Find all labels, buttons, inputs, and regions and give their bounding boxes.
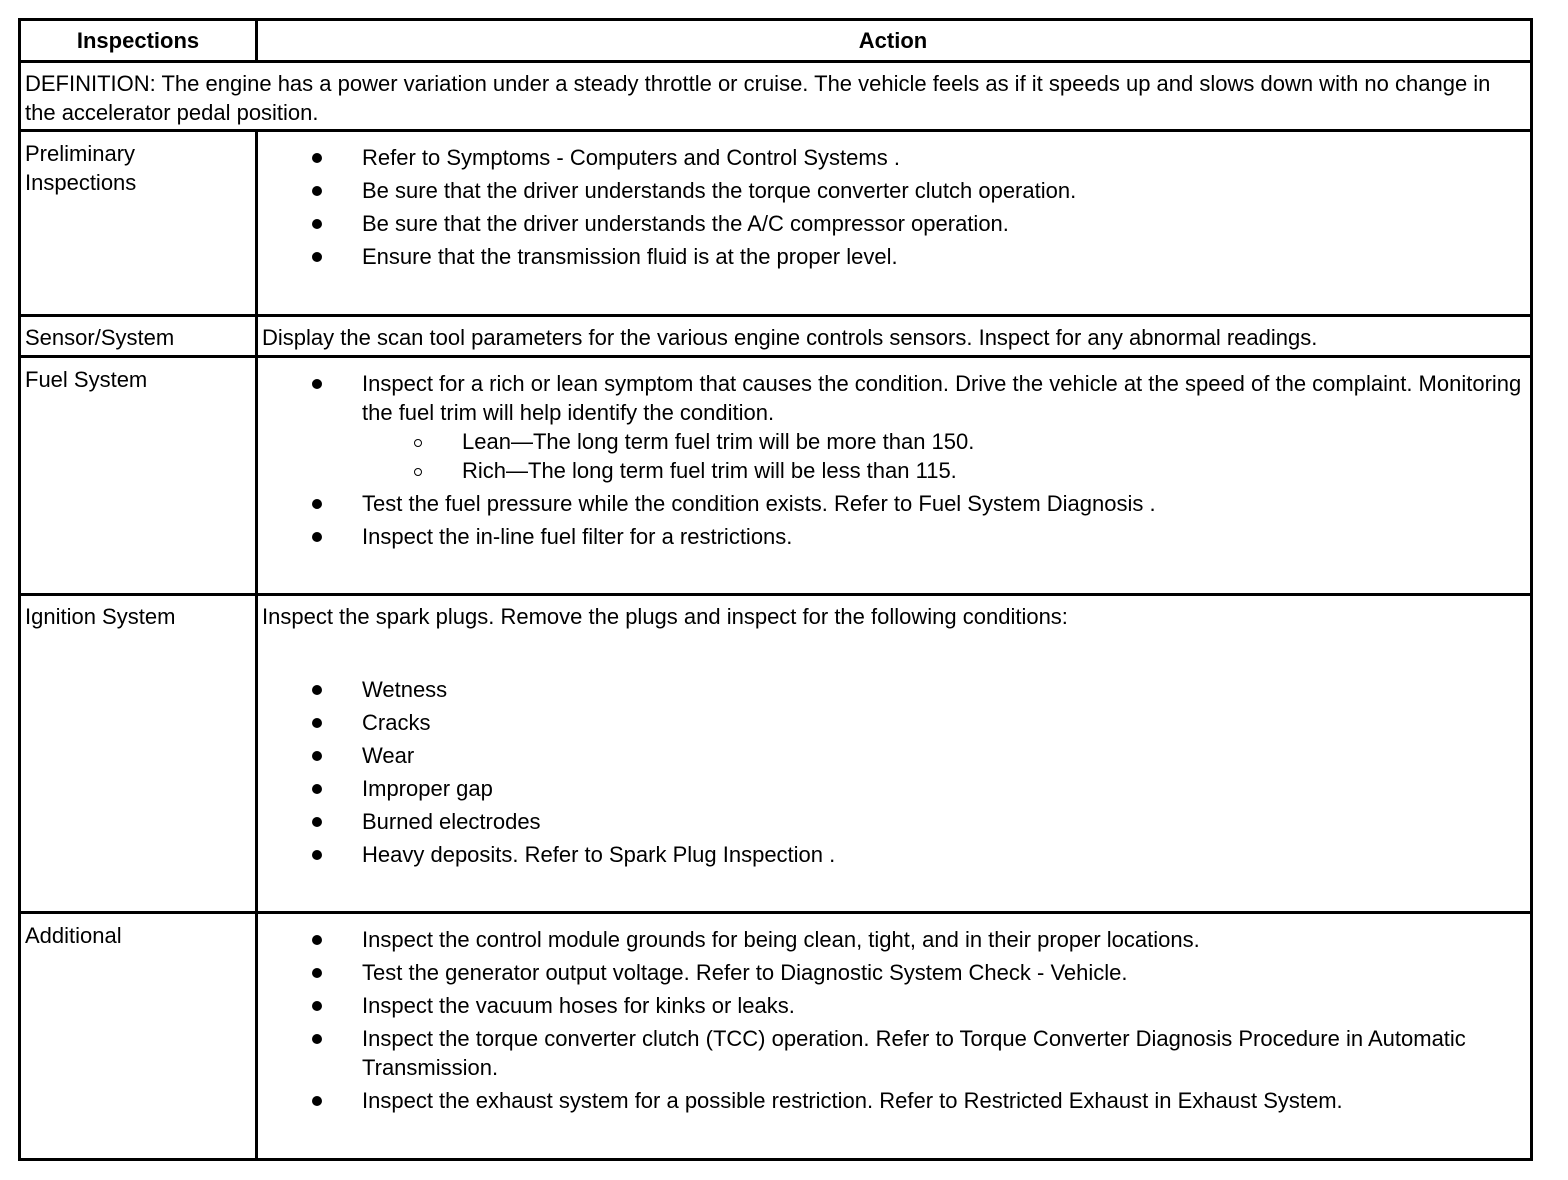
- bullet-icon: [312, 784, 322, 794]
- row-divider: [21, 314, 1530, 317]
- list-item: Burned electrodes: [262, 807, 1524, 836]
- bullet-icon: [312, 817, 322, 827]
- list-item: Heavy deposits. Refer to Spark Plug Inspection .: [262, 840, 1524, 869]
- ignition-actions: [262, 602, 1524, 873]
- row-divider: [21, 911, 1530, 914]
- label-sensor-system: Sensor/System: [25, 325, 175, 350]
- bullet-icon: [312, 751, 322, 761]
- list-item: Inspect the torque converter clutch (TCC) operation. Refer to Torque Converter Diagnosis Procedure in Automatic Transmission.: [262, 1024, 1524, 1082]
- label-preliminary-inspections: Preliminary Inspections: [25, 141, 137, 195]
- circle-bullet-icon: [414, 468, 422, 476]
- list-item: Test the fuel pressure while the condition exists. Refer to Fuel System Diagnosis .: [262, 489, 1524, 518]
- sub-list-item: Lean—The long term fuel trim will be more than 150.: [362, 427, 1524, 456]
- bullet-icon: [312, 532, 322, 542]
- bullet-icon: [312, 379, 322, 389]
- list-item: Ensure that the transmission fluid is at the proper level.: [262, 242, 1524, 271]
- sub-list-item: Rich—The long term fuel trim will be less than 115.: [362, 456, 1524, 485]
- fuel-trim-sublist: [362, 427, 1524, 485]
- label-additional: Additional: [25, 923, 122, 948]
- list-item: Inspect the vacuum hoses for kinks or leaks.: [262, 991, 1524, 1020]
- list-item: Wetness: [262, 675, 1524, 704]
- bullet-icon: [312, 499, 322, 509]
- row-divider: [21, 60, 1530, 63]
- row-divider: [21, 355, 1530, 358]
- bullet-icon: [312, 219, 322, 229]
- list-item: Be sure that the driver understands the torque converter clutch operation.: [262, 176, 1524, 205]
- bullet-icon: [312, 850, 322, 860]
- row-divider: [21, 593, 1530, 596]
- list-item: Cracks: [262, 708, 1524, 737]
- label-ignition-system: Ignition System: [25, 604, 176, 629]
- definition-text: DEFINITION: The engine has a power variation under a steady throttle or cruise. The vehicle feels as if it speeds up and slows down with no change in the accelerator pedal position.: [25, 71, 1491, 125]
- inspection-table: [18, 18, 1533, 1161]
- bullet-icon: [312, 153, 322, 163]
- bullet-icon: [312, 718, 322, 728]
- row-divider: [21, 129, 1530, 132]
- fuel-actions: [262, 369, 1524, 555]
- list-item: Improper gap: [262, 774, 1524, 803]
- list-item: Inspect for a rich or lean symptom that causes the condition. Drive the vehicle at the speed of the complaint. Monitoring the fuel trim will help identify the condition. Lean—The long term fuel trim will be more than 150. Rich—The long term fuel trim will be less than 115.: [262, 369, 1524, 485]
- list-item: Be sure that the driver understands the A/C compressor operation.: [262, 209, 1524, 238]
- bullet-icon: [312, 252, 322, 262]
- list-item: Refer to Symptoms - Computers and Control Systems .: [262, 143, 1524, 172]
- circle-bullet-icon: [414, 439, 422, 447]
- bullet-icon: [312, 935, 322, 945]
- sensor-action-text: Display the scan tool parameters for the various engine controls sensors. Inspect for any abnormal readings.: [262, 325, 1318, 350]
- additional-actions: [262, 925, 1524, 1119]
- preliminary-actions: [262, 143, 1524, 275]
- list-item: Test the generator output voltage. Refer to Diagnostic System Check - Vehicle.: [262, 958, 1524, 987]
- list-item: Inspect the control module grounds for being clean, tight, and in their proper locations.: [262, 925, 1524, 954]
- list-item: Inspect the in-line fuel filter for a restrictions.: [262, 522, 1524, 551]
- bullet-icon: [312, 1034, 322, 1044]
- column-divider: [255, 21, 258, 63]
- bullet-icon: [312, 1096, 322, 1106]
- ignition-intro-text: Inspect the spark plugs. Remove the plugs and inspect for the following conditions:: [262, 604, 1068, 629]
- list-item: Inspect the exhaust system for a possible restriction. Refer to Restricted Exhaust in Exhaust System.: [262, 1086, 1524, 1115]
- bullet-icon: [312, 685, 322, 695]
- bullet-icon: [312, 968, 322, 978]
- bullet-icon: [312, 1001, 322, 1011]
- header-action: Action: [858, 28, 928, 53]
- header-inspections: Inspections: [76, 28, 200, 53]
- label-fuel-system: Fuel System: [25, 367, 148, 392]
- list-item: Wear: [262, 741, 1524, 770]
- bullet-icon: [312, 186, 322, 196]
- column-divider: [255, 129, 258, 1158]
